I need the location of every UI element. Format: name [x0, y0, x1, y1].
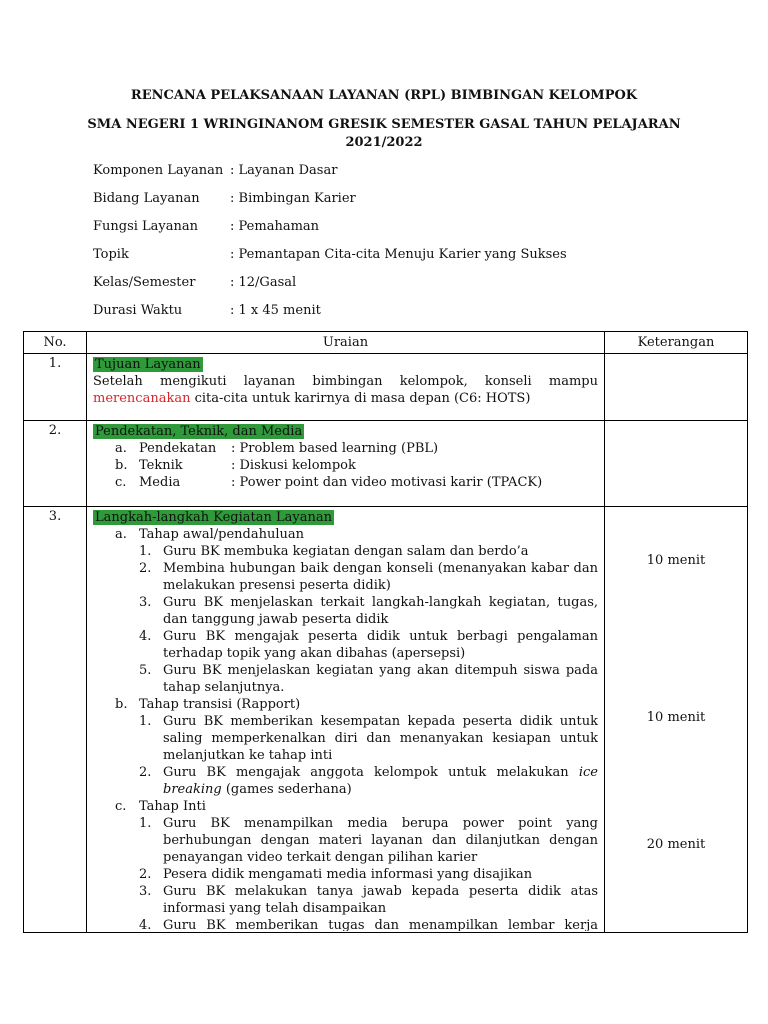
- list-item: a. Pendekatan : Problem based learning (PBL): [115, 441, 439, 456]
- list-item: 2. Membina hubungan baik dengan konseli (menanyakan kabar dan melakukan presensi peserta didik): [139, 561, 598, 593]
- info-row-fungsi: Fungsi Layanan : Pemahaman: [93, 219, 320, 234]
- table-row-pendekatan: [24, 421, 748, 507]
- keterangan-cell: [605, 421, 748, 507]
- header-uraian: Uraian: [87, 332, 605, 354]
- header-no: No.: [24, 332, 87, 354]
- row-number: 1.: [24, 354, 87, 421]
- info-row-komponen: Komponen Layanan : Layanan Dasar: [93, 163, 338, 178]
- highlight-word: merencanakan: [93, 391, 191, 406]
- info-row-bidang: Bidang Layanan : Bimbingan Karier: [93, 191, 356, 206]
- time-transisi: 10 menit: [646, 710, 706, 725]
- header-keterangan: Keterangan: [605, 332, 748, 354]
- stage-title-transisi: b. Tahap transisi (Rapport): [115, 697, 301, 712]
- section-text: Setelah mengikuti layanan bimbingan kelompok, konseli mampu: [93, 374, 598, 389]
- list-item: 4. Guru BK mengajak peserta didik untuk berbagi pengalaman terhadap topik yang akan dibahas (apersepsi): [139, 629, 598, 661]
- list-item: 1. Guru BK menampilkan media berupa power point yang berhubungan dengan materi layanan dan dilanjutkan dengan penayangan video terkait dengan pilihan karier: [139, 816, 598, 865]
- doc-title-line3: 2021/2022: [345, 135, 423, 150]
- table-row-tujuan: [24, 354, 748, 421]
- info-row-kelas: Kelas/Semester : 12/Gasal: [93, 275, 297, 290]
- section-text-cont: merencanakan cita-cita untuk karirnya di masa depan (C6: HOTS): [93, 391, 531, 406]
- row-number: 2.: [24, 421, 87, 507]
- section-heading: Langkah-langkah Kegiatan Layanan: [95, 510, 332, 525]
- list-item: 4. Guru BK memberikan tugas dan menampilkan lembar kerja: [139, 918, 598, 931]
- list-item: 2. Pesera didik mengamati media informasi yang disajikan: [139, 867, 533, 882]
- table-row-langkah: [24, 507, 748, 933]
- row-number: 3.: [24, 507, 87, 933]
- table-header-row: [24, 332, 748, 354]
- time-inti: 20 menit: [646, 837, 706, 852]
- stage-title-awal: a. Tahap awal/pendahuluan: [115, 527, 305, 542]
- keterangan-cell: [605, 507, 748, 933]
- list-item: 1. Guru BK membuka kegiatan dengan salam dan berdo’a: [139, 544, 529, 559]
- stage-title-inti: c. Tahap Inti: [115, 799, 206, 814]
- list-item: 5. Guru BK menjelaskan kegiatan yang akan ditempuh siswa pada tahap selanjutnya.: [139, 663, 598, 695]
- rpl-table: [23, 331, 748, 933]
- list-item: 3. Guru BK menjelaskan terkait langkah-langkah kegiatan, tugas, dan tanggung jawab peserta didik: [139, 595, 598, 627]
- keterangan-cell: [605, 354, 748, 421]
- list-item: 3. Guru BK melakukan tanya jawab kepada peserta didik atas informasi yang telah disampaikan: [139, 884, 598, 916]
- list-item: 1. Guru BK memberikan kesempatan kepada peserta didik untuk saling memperkenalkan diri dan menanyakan kesiapan untuk melanjutkan ke tahap inti: [139, 714, 598, 763]
- list-item: b. Teknik : Diskusi kelompok: [115, 458, 356, 473]
- doc-title-line1: RENCANA PELAKSANAAN LAYANAN (RPL) BIMBINGAN KELOMPOK: [130, 88, 638, 103]
- time-awal: 10 menit: [646, 553, 706, 568]
- info-row-durasi: Durasi Waktu : 1 x 45 menit: [93, 303, 321, 318]
- doc-title-line2: SMA NEGERI 1 WRINGINANOM GRESIK SEMESTER GASAL TAHUN PELAJARAN: [87, 117, 681, 132]
- section-heading: Pendekatan, Teknik, dan Media: [95, 424, 303, 439]
- list-item: c. Media : Power point dan video motivasi karir (TPACK): [115, 475, 543, 490]
- info-row-topik: Topik : Pemantapan Cita-cita Menuju Karier yang Sukses: [93, 247, 567, 262]
- section-heading: Tujuan Layanan: [95, 357, 201, 372]
- list-item: 2. Guru BK mengajak anggota kelompok untuk melakukan ice breaking (games sederhana): [139, 765, 598, 797]
